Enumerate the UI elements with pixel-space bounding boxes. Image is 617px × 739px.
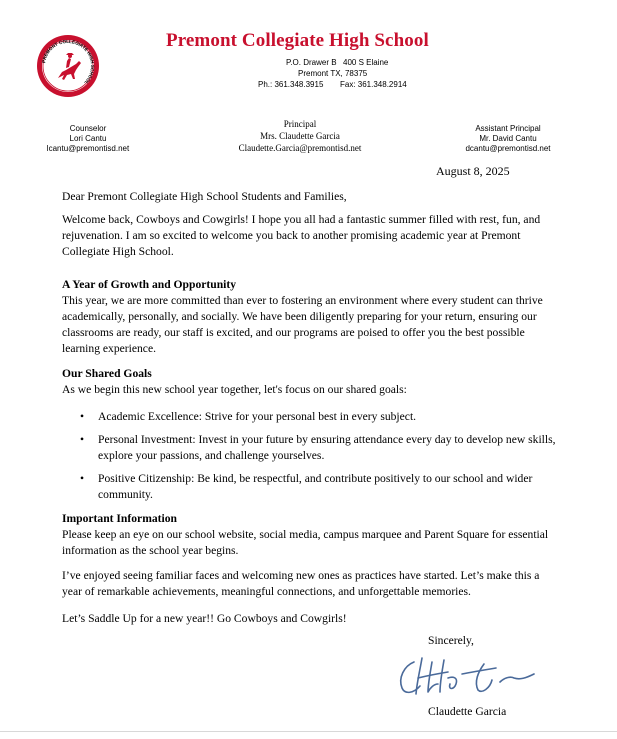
counselor-name: Lori Cantu [69,134,107,143]
principal-title: Principal [283,119,317,129]
logo-text: PREMONT COLLEGIATE HIGH SCHOOL [41,38,96,86]
assistant-principal-email[interactable]: dcantu@premontisd.net [465,144,551,153]
signature-image [392,648,542,700]
goal-text: Personal Investment: Invest in your future by ensuring attendance every day to develop new skills, explore your passions, and challenge yourselves. [98,433,556,462]
goal-text: Academic Excellence: Strive for your personal best in every subject. [98,410,417,423]
bullet-icon: • [80,472,85,485]
address-line-2: Premont TX, 78375 [298,69,368,78]
letter-date: August 8, 2025 [436,164,510,178]
signer-name: Claudette Garcia [428,705,507,718]
principal-block [222,118,378,154]
assistant-principal-name: Mr. David Cantu [479,134,537,143]
section-goals-intro: As we begin this new school year together, let's focus on our shared goals: [62,383,407,396]
phone-number: Ph.: 361.348.3915 [258,80,324,89]
school-name: Premont Collegiate High School [166,30,429,51]
list-item [62,471,556,503]
greeting [62,189,556,205]
counselor-block [30,124,146,154]
section-important-heading: Important Information [62,512,177,525]
paragraph-faces-text: I’ve enjoyed seeing familiar faces and welcoming new ones as practices have started. Let’s make this a year of remarkable achievements, meaningful connections, and unforgettable memories. [62,569,540,598]
welcome-paragraph [62,212,556,260]
goal-3 [62,471,556,503]
section-important-body: Please keep an eye on our school website, social media, campus marquee and Parent Square for essential information as the school year begins. [62,528,549,557]
page-bottom-divider [0,731,617,732]
section-important [62,511,556,559]
school-logo [36,34,100,98]
section-growth-heading: A Year of Growth and Opportunity [62,278,237,291]
paragraph-saddle-text: Let’s Saddle Up for a new year!! Go Cowboys and Cowgirls! [62,612,347,625]
counselor-title: Counselor [69,124,107,133]
bullet-icon: • [80,433,85,446]
counselor-email[interactable]: lcantu@premontisd.net [46,144,130,153]
principal-email[interactable]: Claudette.Garcia@premontisd.net [238,143,362,153]
assistant-principal-block [448,124,568,154]
address-line-1: P.O. Drawer B [286,58,337,67]
greeting-text: Dear Premont Collegiate High School Students and Families, [62,190,347,203]
paragraph-saddle [62,611,556,627]
fax-number: Fax: 361.348.2914 [340,80,407,89]
section-growth-body: This year, we are more committed than ever to fostering an environment where every student can thrive academically, personally, and socially. We have been diligently preparing for your return, ensuring our classrooms are ready, our staff is excited, and our programs are poised to offer you the best possible learning experience. [62,294,543,355]
principal-name: Mrs. Claudette Garcia [260,131,340,141]
address-line-1b: 400 S Elaine [343,58,389,67]
bullet-icon: • [80,410,85,423]
section-goals [62,366,556,398]
welcome-text: Welcome back, Cowboys and Cowgirls! I hope you all had a fantastic summer filled with rest, fun, and rejuvenation. I am so excited to welcome you back to another promising academic year at Premont Collegiate High School. [62,213,541,258]
sincerely: Sincerely, [428,634,474,647]
list-item [62,409,556,425]
goal-text: Positive Citizenship: Be kind, be respectful, and contribute positively to our school and wider community. [98,472,533,501]
paragraph-faces [62,568,556,600]
assistant-principal-title: Assistant Principal [475,124,541,133]
section-growth [62,277,556,357]
goal-2 [62,432,556,464]
goal-1 [62,409,556,425]
list-item [62,432,556,464]
section-goals-heading: Our Shared Goals [62,367,152,380]
